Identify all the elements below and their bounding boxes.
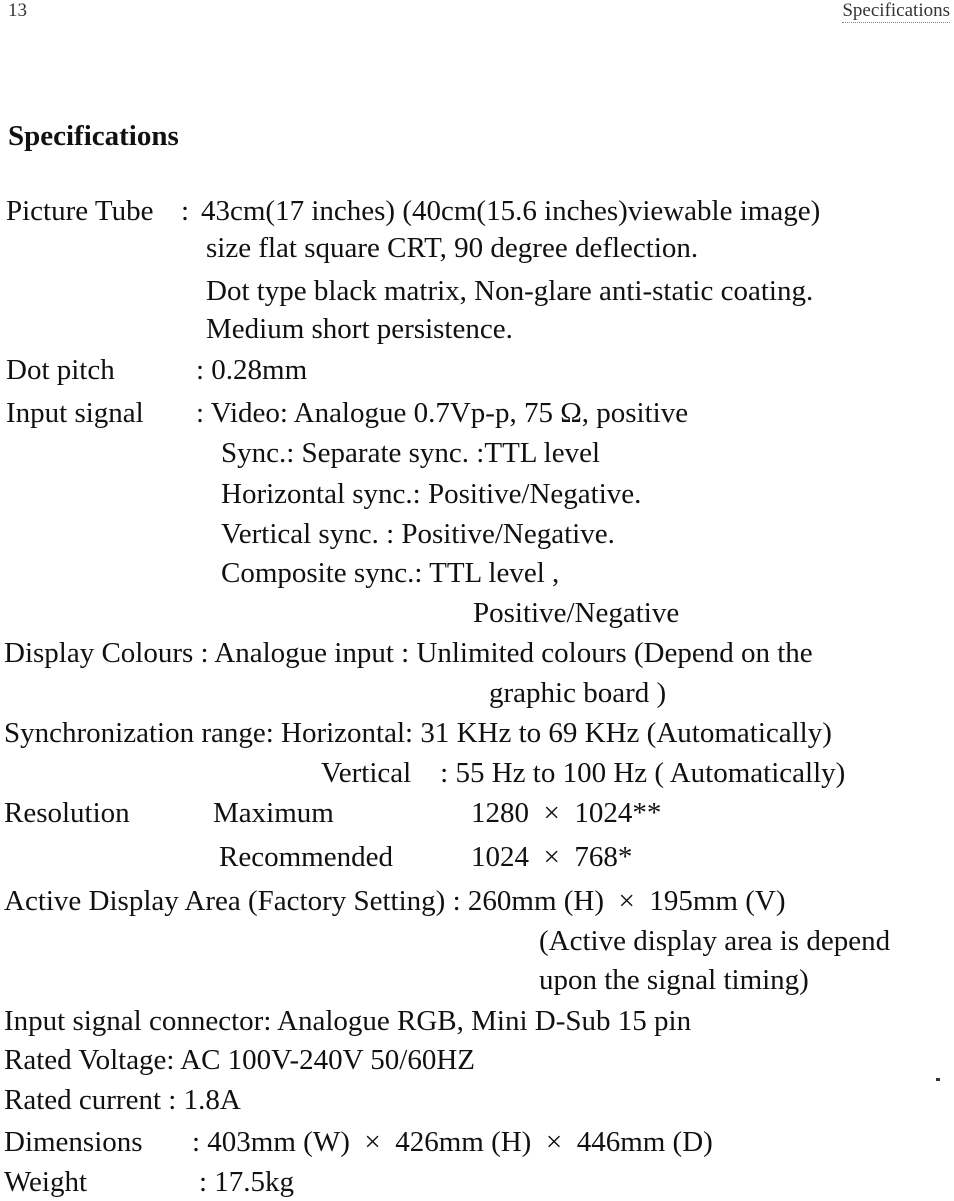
spec-label-picture-tube: Picture Tube — [6, 195, 154, 227]
spec-value-line: Sync.: Separate sync. :TTL level — [221, 437, 601, 469]
spec-line-display-colours: Display Colours : Analogue input : Unlimited colours (Depend on the — [4, 637, 813, 669]
spec-value-line: Vertical : 55 Hz to 100 Hz ( Automatically) — [321, 757, 846, 789]
spec-line-sync-range: Synchronization range: Horizontal: 31 KHz to 69 KHz (Automatically) — [4, 717, 832, 749]
resolution-rec-value: 1024 × 768* — [471, 841, 633, 873]
spec-label-dimensions: Dimensions — [4, 1126, 143, 1158]
scan-speck — [936, 1078, 940, 1081]
spec-value-weight: : 17.5kg — [199, 1166, 295, 1198]
spec-value-line: Vertical sync. : Positive/Negative. — [221, 518, 615, 550]
spec-line-rated-voltage: Rated Voltage: AC 100V-240V 50/60HZ — [4, 1044, 475, 1076]
spec-value-line: (Active display area is depend — [539, 925, 891, 957]
spec-line-rated-current: Rated current : 1.8A — [4, 1084, 241, 1116]
spec-value-dot-pitch: : 0.28mm — [196, 354, 308, 386]
spec-label-input-signal: Input signal — [6, 397, 144, 429]
page-title: Specifications — [8, 120, 179, 152]
running-header: Specifications — [842, 0, 950, 21]
spec-value-line: Composite sync.: TTL level , — [221, 557, 560, 589]
spec-value-line: Dot type black matrix, Non-glare anti-static coating. — [206, 275, 814, 307]
page-number: 13 — [8, 0, 27, 21]
spec-label-dot-pitch: Dot pitch — [6, 354, 115, 386]
spec-value-line: Horizontal sync.: Positive/Negative. — [221, 478, 642, 510]
spec-value-dimensions: : 403mm (W) × 426mm (H) × 446mm (D) — [192, 1126, 713, 1158]
spec-line-input-connector: Input signal connector: Analogue RGB, Mini D-Sub 15 pin — [4, 1005, 692, 1037]
resolution-max-value: 1280 × 1024** — [471, 797, 662, 829]
spec-value-line: 43cm(17 inches) (40cm(15.6 inches)viewable image) — [201, 195, 821, 227]
spec-value-line: graphic board ) — [489, 677, 667, 709]
spec-separator: : — [181, 195, 190, 227]
spec-value-line: upon the signal timing) — [539, 964, 809, 996]
spec-label-weight: Weight — [4, 1166, 88, 1198]
spec-value-line: size flat square CRT, 90 degree deflection. — [206, 232, 699, 264]
resolution-max-label: Maximum — [213, 797, 334, 829]
spec-value-line: Positive/Negative — [473, 597, 680, 629]
spec-label-resolution: Resolution — [4, 797, 130, 829]
resolution-rec-label: Recommended — [219, 841, 393, 873]
spec-line-active-area: Active Display Area (Factory Setting) : 260mm (H) × 195mm (V) — [4, 885, 786, 917]
spec-value-line: Medium short persistence. — [206, 313, 513, 345]
spec-value-line: : Video: Analogue 0.7Vp-p, 75 Ω, positive — [196, 397, 689, 429]
